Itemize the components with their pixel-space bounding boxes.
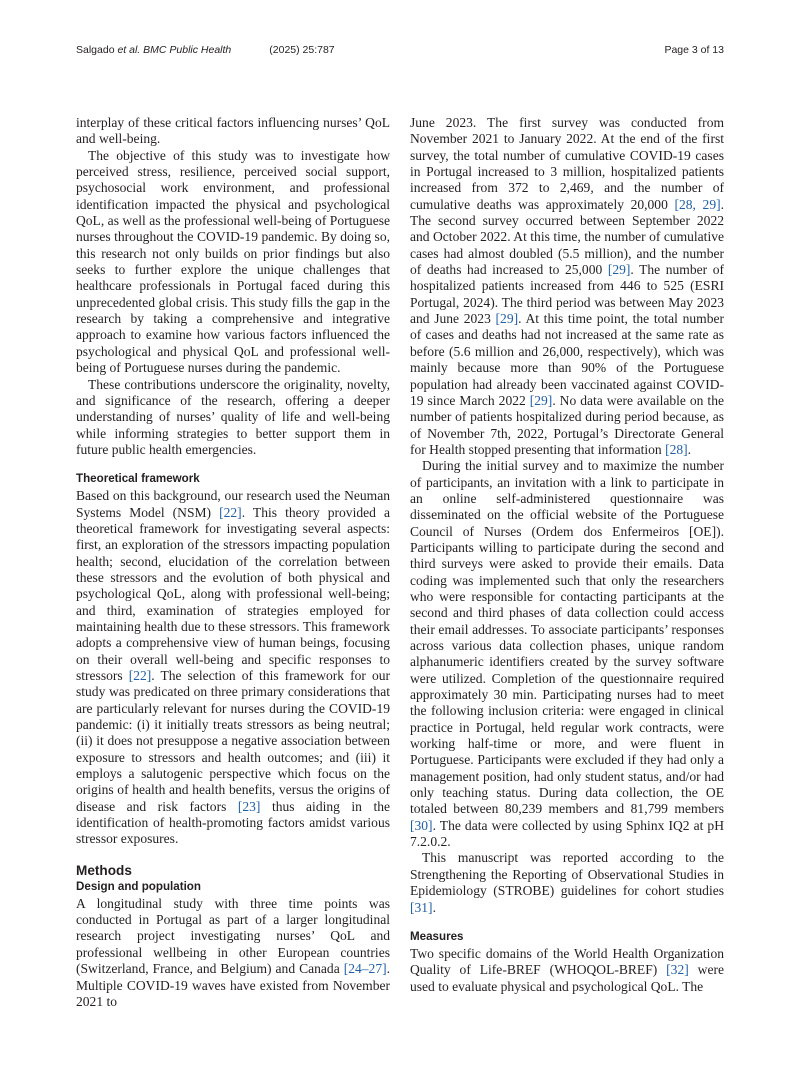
text-run: A longitudinal study with three time points was conducted in Portugal as part of a larger longitudinal research project investigating nurses’ QoL and professional wellbeing in other European countries (Switzerland, France, and Belgium) and Canada bbox=[76, 895, 390, 977]
text-run: During the initial survey and to maximize the number of participants, an invitation with a link to participate in an online self-administered questionnaire was disseminated on the official website of the Portuguese Council of Nurses (Ordem dos Enfermeiros [OE]). Participants willing to participate during the second and third surveys were asked to provide their emails. Data coding was implemented such that only the researchers who were responsible for contacting participants at the second and third phases of data collection could access their email addresses. To associate participants’ responses across various data collection phases, unique random alphanumeric identifiers created by the survey software were utilized. Completion of the questionnaire required approximately 30 min. Participating nurses had to meet the following inclusion criteria: were engaged in clinical practice in Portugal, held regular work contracts, were working half-time or more, and were fluent in Portuguese. Participants were excluded if they had only a management position, had only student status, and/or had only teaching status. During data collection, the OE totaled between 80,239 members and 81,799 members bbox=[410, 458, 724, 817]
text-run: . The second survey occurred between September 2022 and October 2022. At this time, the number of cumulative cases had almost doubled (5.5 million), and the number of deaths had increased to 25,000 bbox=[410, 196, 725, 278]
section-heading-methods: Methods bbox=[76, 862, 132, 878]
citation-link[interactable]: [32] bbox=[666, 962, 689, 978]
citation-link[interactable]: [31] bbox=[410, 899, 433, 915]
citation-link[interactable]: [29] bbox=[529, 392, 553, 408]
paragraph bbox=[76, 488, 390, 848]
text-run: thus aiding in the identification of health-promoting factors amidst various stressor exposures. bbox=[76, 798, 390, 847]
running-header bbox=[76, 44, 724, 58]
citation-link[interactable]: [29] bbox=[607, 262, 631, 278]
left-column bbox=[76, 115, 390, 1010]
citation-link[interactable]: [22] bbox=[219, 504, 242, 520]
paragraph bbox=[410, 850, 724, 915]
header-journal: BMC Public Health bbox=[143, 44, 232, 56]
paragraph: The objective of this study was to investigate how perceived stress, resilience, perceived social support, psychosocial work environment, and professional identification impacted the physical and psychological QoL, as well as the professional well-being of Portuguese nurses throughout the COVID-19 pandemic. By doing so, this research not only builds on prior findings but also seeks to further explore the unique challenges that healthcare professionals in Portugal faced during this unprecedented global crisis. This study fills the gap in the research by taking a comprehensive and integrative approach to examine how various factors influenced the psychological and physical QoL and professional well-being of Portuguese nurses during the pandemic. bbox=[76, 147, 390, 376]
text-run: . At this time point, the total number of cases and deaths had not increased at the same rate as before (5.6 million and 26,000, respectively), which was mainly because more than 90% of the Portuguese population had already been vaccinated against COVID-19 since March 2022 bbox=[410, 311, 724, 408]
header-year: (2025) 25:787 bbox=[269, 44, 335, 56]
header-citation bbox=[76, 44, 335, 56]
text-run: Based on this background, our research used the Neuman Systems Model (NSM) bbox=[76, 488, 390, 520]
citation-link[interactable]: [28] bbox=[665, 441, 688, 457]
paragraph: interplay of these critical factors influencing nurses’ QoL and well-being. bbox=[76, 115, 390, 147]
citation-link[interactable]: [23] bbox=[237, 798, 261, 814]
text-run: . bbox=[687, 441, 692, 457]
section-heading-measures: Measures bbox=[410, 929, 464, 943]
text-run: . The data were collected by using Sphinx IQ2 at pH 7.2.0.2. bbox=[410, 817, 724, 850]
citation-link[interactable]: [30] bbox=[410, 817, 433, 833]
text-run: were used to evaluate physical and psychological QoL. The bbox=[410, 962, 724, 994]
text-run: Two specific domains of the World Health Organization Quality of Life-BREF (WHOQOL-BREF) bbox=[410, 945, 724, 978]
citation-link[interactable]: [24–27] bbox=[343, 961, 387, 977]
text-run: . This theory provided a theoretical framework for investigating several aspects: first, an exploration of the stressors impacting population health; second, elucidation of the correlation between these stressors and the evolution of both physical and psychological QoL, along with professional well-being; and third, examination of strategies employed for maintaining health due to these stressors. This framework adopts a comprehensive view of human beings, focusing on their overall well-being and specific responses to stressors bbox=[76, 504, 390, 683]
citation-link[interactable]: [29] bbox=[495, 311, 519, 327]
text-run: . The selection of this framework for our study was predicated on three primary considerations that are particularly relevant for nurses during the COVID-19 pandemic: (i) it initially treats stressors as being neutral; (ii) it does not presuppose a negative association between exposure to stressors and health outcomes; and (iii) it employs a salutogenic perspective which focus on the origins of health and health benefits, versus the origins of disease and risk factors bbox=[76, 668, 391, 814]
paragraph bbox=[76, 896, 390, 1010]
text-run: This manuscript was reported according to the Strengthening the Reporting of Observational Studies in Epidemiology (STROBE) guidelines for cohort studies bbox=[410, 850, 724, 899]
paragraph bbox=[410, 946, 724, 995]
paragraph bbox=[410, 458, 724, 850]
text-run: . The number of hospitalized patients increased from 446 to 525 (ESRI Portugal, 2024). The third period was between May 2023 and June 2023 bbox=[410, 262, 724, 327]
header-authors: Salgado bbox=[76, 44, 118, 56]
header-etal: et al. bbox=[117, 44, 141, 56]
citation-link[interactable]: [28, 29] bbox=[674, 196, 721, 212]
paragraph: These contributions underscore the originality, novelty, and significance of the research, offering a deeper understanding of nurses’ quality of life and well-being while informing strategies to better support them in future public health emergencies. bbox=[76, 376, 390, 457]
subsection-heading-design: Design and population bbox=[76, 879, 201, 893]
text-run: June 2023. The first survey was conducted from November 2021 to January 2022. At the end of the first survey, the total number of cumulative COVID-19 cases in Portugal increased to 3 million, hospitalized patients increased from 372 to 2,469, and the number of cumulative deaths was approximately 20,000 bbox=[410, 115, 724, 212]
text-run: . bbox=[432, 899, 436, 915]
paragraph bbox=[410, 115, 724, 458]
header-page-number: Page 3 of 13 bbox=[664, 44, 724, 56]
text-run: . No data were available on the number of patients hospitalized during period because, as of November 7th, 2022, Portugal’s Directorate General for Health stopped presenting that information bbox=[410, 392, 724, 457]
citation-link[interactable]: [22] bbox=[128, 668, 152, 683]
section-heading-theoretical-framework: Theoretical framework bbox=[76, 472, 200, 486]
right-column bbox=[410, 115, 724, 995]
text-run: . Multiple COVID-19 waves have existed from November 2021 to bbox=[76, 961, 390, 1009]
